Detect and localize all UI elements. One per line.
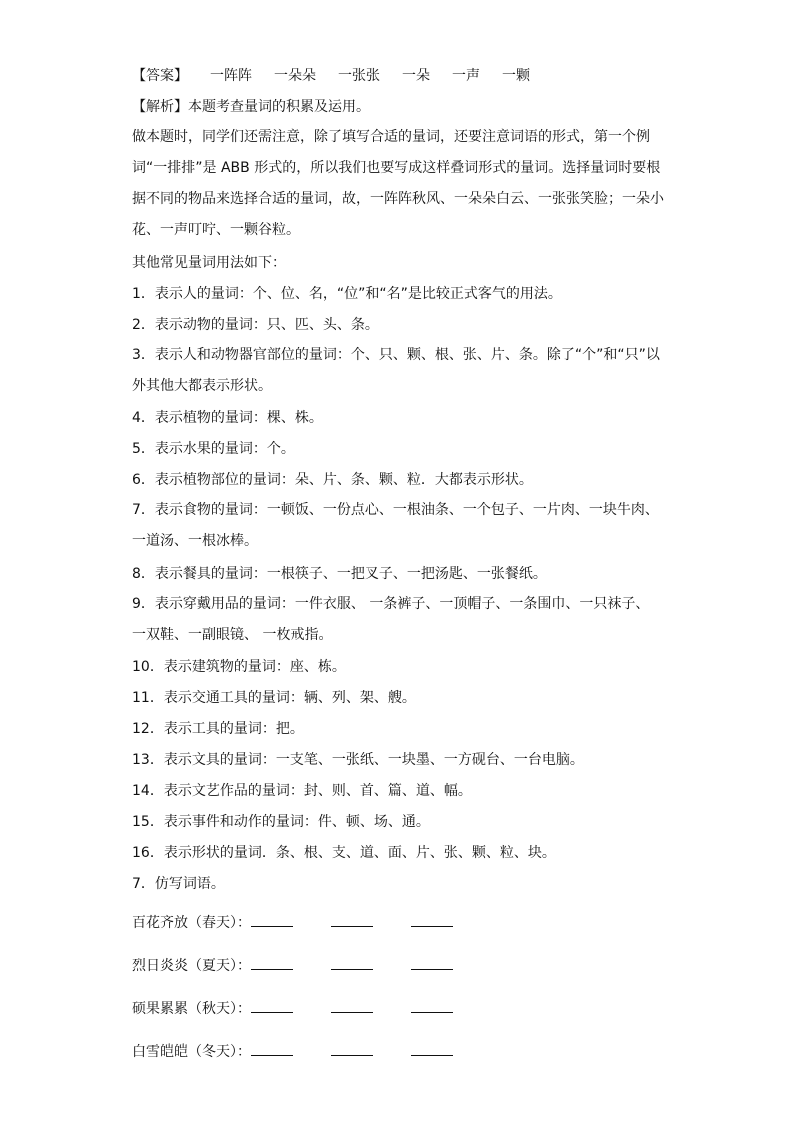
answer-blank[interactable]: [331, 998, 373, 1013]
usage-item: 5．表示水果的量词：个。: [132, 441, 295, 457]
answer-item: 一声: [452, 68, 480, 84]
fill-row-label: 硕果累累（秋天）：: [132, 1001, 251, 1017]
usage-item: 15．表示事件和动作的量词：件、顿、场、通。: [132, 814, 430, 830]
answer-row: [132, 66, 672, 86]
usage-intro: 其他常见量词用法如下：: [132, 255, 286, 271]
fill-row-label: 白雪皑皑（冬天）：: [132, 1044, 251, 1060]
usage-item: 1．表示人的量词：个、位、名，“位”和“名”是比较正式客气的用法。: [132, 286, 562, 302]
usage-item: 4．表示植物的量词：棵、株。: [132, 410, 323, 426]
answer-item: 一张张: [338, 68, 380, 84]
fill-row-spring: [132, 912, 453, 933]
usage-item: 6．表示植物部位的量词：朵、片、条、颗、粒．大都表示形状。: [132, 472, 533, 488]
answer-item: 一阵阵: [210, 68, 252, 84]
usage-item: 11．表示交通工具的量词：辆、列、架、艘。: [132, 690, 416, 706]
fill-row-label: 百花齐放（春天）：: [132, 915, 251, 931]
usage-item: 16．表示形状的量词．条、根、支、道、面、片、张、颗、粒、块。: [132, 845, 556, 861]
answer-blank[interactable]: [411, 1041, 453, 1056]
question-7-title: 7．仿写词语。: [132, 876, 225, 892]
answer-blank[interactable]: [331, 912, 373, 927]
answer-blank[interactable]: [411, 955, 453, 970]
answer-label: 【答案】: [132, 68, 188, 84]
answer-blank[interactable]: [411, 912, 453, 927]
usage-item: 3．表示人和动物器官部位的量词：个、只、颗、根、张、片、条。除了“个”和“只”以外其他大都表示形状。: [132, 347, 660, 394]
answer-blank[interactable]: [331, 1041, 373, 1056]
answer-blank[interactable]: [251, 998, 293, 1013]
answer-blank[interactable]: [251, 955, 293, 970]
usage-item: 8．表示餐具的量词：一根筷子、一把叉子、一把汤匙、一张餐纸。: [132, 566, 547, 582]
usage-item: 2．表示动物的量词：只、匹、头、条。: [132, 317, 379, 333]
usage-item: 13．表示文具的量词：一支笔、一张纸、一块墨、一方砚台、一台电脑。: [132, 752, 584, 768]
usage-item: 14．表示文艺作品的量词：封、则、首、篇、道、幅。: [132, 783, 472, 799]
answer-blank[interactable]: [331, 955, 373, 970]
usage-item: 12．表示工具的量词：把。: [132, 721, 304, 737]
fill-row-autumn: [132, 998, 453, 1019]
analysis-paragraph: 做本题时，同学们还需注意，除了填写合适的量词，还要注意词语的形式，第一个例词“一排排”是 ABB 形式的，所以我们也要写成这样叠词形式的量词。选择量词时要根据不同的物品来选择合适的量词，故，一阵阵秋风、一朵朵白云、一张张笑脸；一朵小花、一声叮咛、一颗谷粒。: [132, 129, 664, 238]
answer-blank[interactable]: [411, 998, 453, 1013]
usage-item: 9．表示穿戴用品的量词：一件衣服、 一条裤子、一顶帽子、一条围巾、一只袜子、一双鞋、一副眼镜、 一枚戒指。: [132, 596, 650, 643]
answer-blank[interactable]: [251, 1041, 293, 1056]
analysis-heading: 【解析】本题考查量词的积累及运用。: [132, 99, 370, 115]
answer-blank[interactable]: [251, 912, 293, 927]
answer-item: 一朵: [402, 68, 430, 84]
fill-row-summer: [132, 955, 453, 976]
fill-row-label: 烈日炎炎（夏天）：: [132, 958, 251, 974]
usage-item: 7．表示食物的量词：一顿饭、一份点心、一根油条、一个包子、一片肉、一块牛肉、一道汤、一根冰棒。: [132, 502, 659, 549]
fill-row-winter: [132, 1041, 453, 1062]
usage-item: 10．表示建筑物的量词：座、栋。: [132, 659, 346, 675]
answer-item: 一朵朵: [274, 68, 316, 84]
answer-item: 一颗: [502, 68, 530, 84]
